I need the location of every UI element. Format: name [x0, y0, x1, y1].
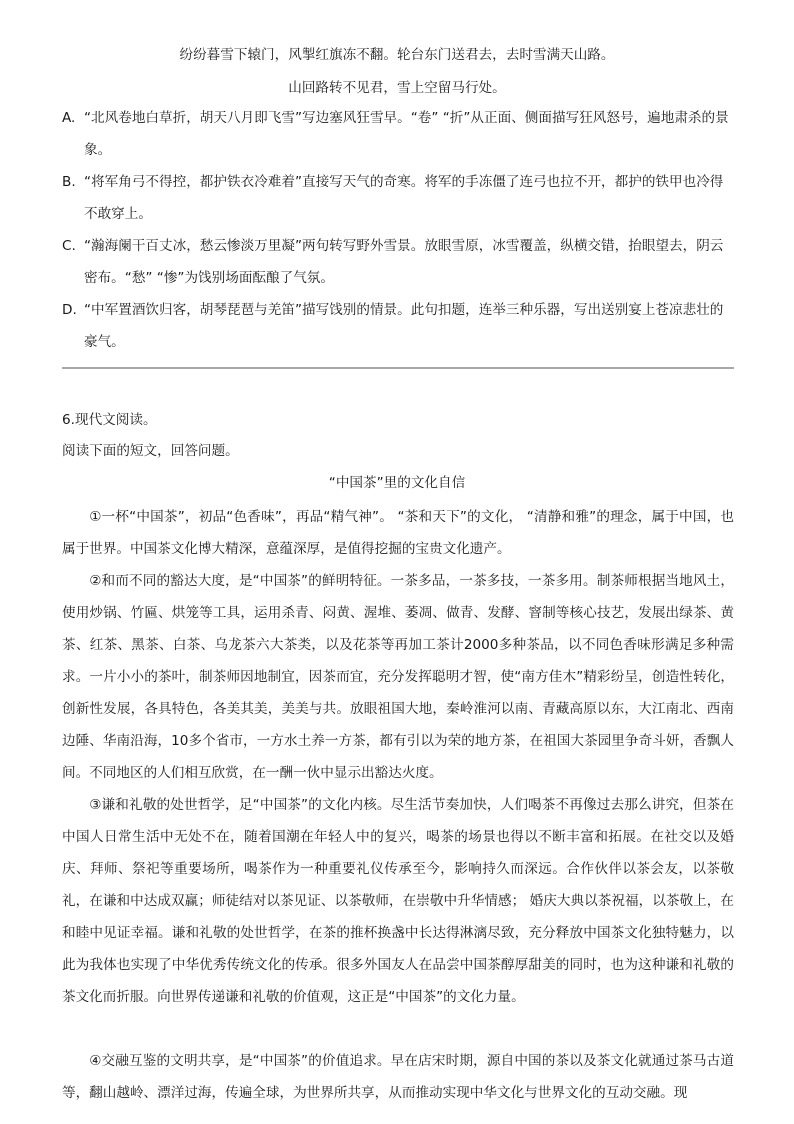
section-divider	[62, 367, 734, 369]
question-number-title: 6.现代文阅读。	[62, 412, 157, 428]
option-b[interactable]	[62, 166, 734, 230]
poem-line-2: 山回路转不见君，雪上空留马行处。	[288, 80, 506, 96]
option-letter: B.	[62, 174, 76, 190]
poem-line-1: 纷纷暮雪下辕门，风掣红旗冻不翻。轮台东门送君去，去时雪满天山路。	[179, 47, 615, 63]
option-letter: C.	[62, 238, 76, 254]
essay-paragraph-3: ③谦和礼敬的处世哲学，足“中国茶”的文化内核。尽生活节奏加快，人们喝茶不再像过去那么讲究，但茶在中国人日常生活中无处不在，随着国潮在年轻人中的复兴，喝茶的场景也得以不断丰富和拓展。在社交以及婚庆、拜师、祭祀等重要场所，喝茶作为一种重要礼仪传承至今，影响持久而深远。合作伙伴以茶会友，以茶敬礼，在谦和中达成双赢；师徒结对以茶见证、以茶敬师，在崇敬中升华情感； 婚庆大典以茶祝福，以茶敬上，在和睦中见证幸福。谦和礼敬的处世哲学，在茶的推杯换盏中长达得淋漓尽致，充分释放中国茶文化独特魅力，以此为我体也实现了中华优秀传统文化的传承。很多外国友人在品尝中国茶醇厚甜美的同时，也为这种谦和礼敬的茶文化而折服。向世界传递谦和礼敬的价值观，这正是“中国茶”的文化力量。	[62, 797, 734, 1005]
option-c[interactable]	[62, 230, 734, 294]
essay-paragraph-2: ②和而不同的豁达大度，是“中国茶”的鲜明特征。一茶多品，一茶多技，一茶多用。制茶师根据当地风土，使用炒锅、竹匾、烘笼等工具，运用杀青、闷黄、渥堆、萎凋、做青、发酵、窨制等核心技艺，发展出绿茶、黄茶、红茶、黑茶、白茶、乌龙茶六大茶类，以及花茶等再加工茶计2000多种茶品，以不同色香味形满足多种需求。一片小小的茶叶，制茶师因地制宜，因茶而宜，充分发挥聪明才智，使“南方佳木”精彩纷呈，创造性转化，创新性发展，各具特色，各美其美，美美与共。放眼祖国大地，秦岭淮河以南、青藏高原以东，大江南北、西南边陲、华南沿海，10多个省市，一方水土养一方茶，都有引以为荣的地方茶，在祖国大茶园里争奇斗妍，香飘人间。不同地区的人们相互欣赏，在一酬一伙中显示出豁达火度。	[62, 573, 734, 781]
option-text: “将军角弓不得控，都护铁衣冷难着”直接写天气的奇寒。将军的手冻僵了连弓也拉不开，都护的铁甲也冷得不敢穿上。	[84, 174, 724, 222]
option-d[interactable]	[62, 294, 734, 358]
essay-paragraph-1: ①一杯“中国茶”，初品“色香味”，再品“精气神”。 “茶和天下”的文化， “清静和雅”的理念，属于中国，也属于世界。中国茶文化博大精深，意蕴深厚，是值得挖掘的宝贵文化遗产。	[62, 509, 734, 557]
option-letter: A.	[62, 110, 76, 126]
question-instruction: 阅读下面的短文，回答问题。	[62, 443, 239, 459]
essay-title: “中国茶”里的文化自信	[328, 475, 466, 491]
option-a[interactable]	[62, 102, 734, 166]
essay-paragraph-4: ④交融互鉴的文明共享，是“中国茶”的价值追求。早在店宋时期，源自中国的茶以及茶文化就通过茶马古道等，翻山越岭、漂洋过海，传遍全球，为世界所共享，从而推动实现中华文化与世界文化的互动交融。现	[62, 1053, 734, 1101]
option-text: “中军置酒饮归客，胡琴琵琶与羌笛”描写饯别的情景。此句扣题，连举三种乐器，写出送别宴上苍凉悲壮的豪气。	[84, 302, 724, 350]
option-letter: D.	[62, 302, 77, 318]
option-text: “北风卷地白草折，胡天八月即飞雪”写边塞风狂雪早。“卷” “折”从正面、侧面描写狂风怒号，遍地肃杀的景象。	[84, 110, 729, 158]
option-text: “瀚海阑干百丈冰，愁云惨淡万里凝”两句转写野外雪景。放眼雪原，冰雪覆盖，纵横交错，抬眼望去，阴云密布。“愁” “惨”为饯别场面酝酿了气氛。	[84, 238, 724, 286]
